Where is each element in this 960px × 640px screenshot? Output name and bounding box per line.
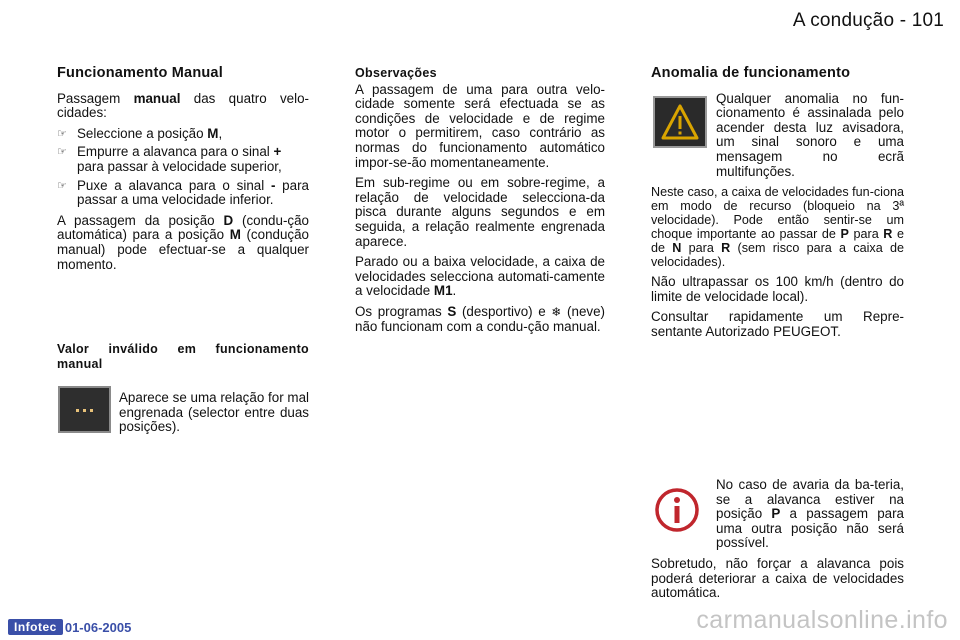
battery-failure-section [651,478,904,607]
section-heading-malfunction: Anomalia de funcionamento [651,65,851,81]
steps-list [57,127,309,208]
footer [8,619,131,635]
list-item: ☞ Puxe a alavanca para o sinal - para passar a uma velocidade inferior. [57,177,309,208]
invalid-gear-text: Aparece se uma relação for mal engrenada (selector entre duas posições). [119,390,309,435]
column-manual-mode [57,66,309,278]
pointing-hand-icon: ☞ [57,146,67,159]
pointing-hand-icon: ☞ [57,127,67,140]
section-heading-observations: Observações [355,66,437,80]
list-item: ☞ Empurre a alavanca para o sinal + para passar à velocidade superior, [57,144,282,174]
battery-warning-paragraph: Sobretudo, não forçar a alavanca pois poderá deteriorar a caixa de velocidades automática. [651,555,904,601]
observations-paragraph-4: Os programas S (desportivo) e ❄ (neve) não funcionam com a condu-ção manual. [355,303,605,334]
section-heading-invalid: Valor inválido em funcionamento manual [57,342,309,371]
warning-light-icon [653,96,707,148]
section-heading-manual: Funcionamento Manual [57,65,223,81]
page-title: A condução - 101 [792,10,944,31]
list-item: ☞ Seleccione a posição M, [57,125,223,141]
watermark: carmanualsonline.info [696,606,948,634]
observations-paragraph-3: Parado ou a baixa velocidade, a caixa de velocidades selecciona automati-camente a velocidade M1. [355,254,605,299]
snowflake-icon: ❄ [551,304,562,319]
battery-paragraph: No caso de avaria da ba-teria, se a alavanca estiver na posição P a passagem para uma outra posição não será possível. [716,477,904,551]
mode-switch-paragraph: A passagem da posição D (condu-ção automática) para a posição M (condução manual) pode efectuar-se a qualquer momento. [57,212,309,272]
invalid-gear-display-icon [58,386,111,433]
malfunction-paragraph-4: Consultar rapidamente um Repre-sentante Autorizado PEUGEOT. [651,309,904,339]
observations-paragraph-2: Em sub-regime ou em sobre-regime, a relação de velocidade selecciona-da pisca durante alguns segundos e em seguida, a relação realmente engrenada aparece. [355,175,605,249]
footer-date: 01-06-2005 [64,619,132,635]
infotec-logo: Infotec [8,619,63,635]
malfunction-paragraph-1: Qualquer anomalia no fun-cionamento é assinalada pelo acender desta luz avisadora, um sinal sonoro e uma mensagem no ecrã multifunções. [716,90,904,179]
malfunction-paragraph-2: Neste caso, a caixa de velocidades fun-ciona em modo de recurso (bloqueio na 3ª velocidade). Pode então sentir-se um choque importante ao passar de P para R e de N para R (sem risco para a caixa de velocidades). [651,185,904,270]
observations-paragraph-1: A passagem de uma para outra velo-cidade somente será efectuada se as condições de velocidade e de regime motor o permitirem, caso contrário as normas do funcionamento automático impor-se-ão momentaneamente. [355,81,605,170]
column-observations [355,66,605,340]
intro-paragraph: Passagem manual das quatro velo-cidades: [57,90,309,121]
malfunction-paragraph-3: Não ultrapassar os 100 km/h (dentro do limite de velocidade local). [651,274,904,304]
pointing-hand-icon: ☞ [57,179,67,192]
